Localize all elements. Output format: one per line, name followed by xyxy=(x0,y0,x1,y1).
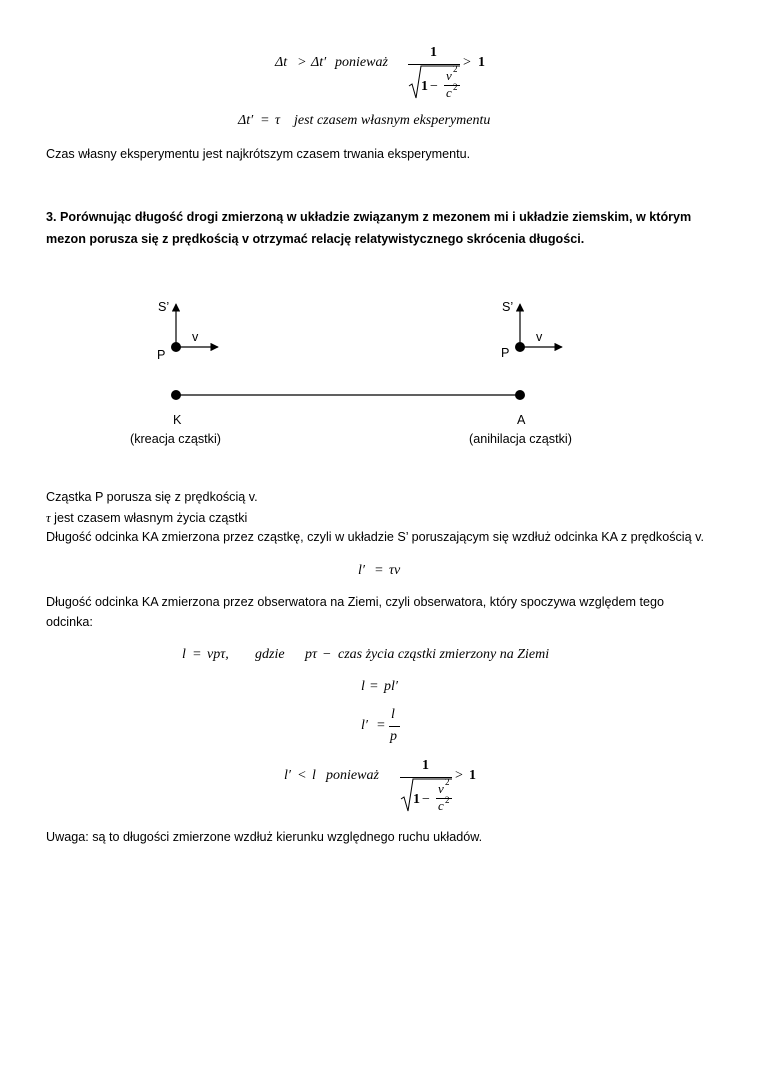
eq7-v-exp: 2 xyxy=(445,777,450,787)
eq2-eq: = xyxy=(261,113,269,128)
eq6-lhs: l′ xyxy=(361,718,368,733)
eq6-num: l xyxy=(391,707,395,722)
eq6-eq: = xyxy=(377,718,385,733)
eq7-rhs: 1 xyxy=(469,768,476,783)
eq4-gdzie: gdzie xyxy=(255,647,285,662)
eq7-numerator: 1 xyxy=(422,758,429,773)
eq2-tau: τ xyxy=(275,113,281,128)
eq7-c: c xyxy=(438,798,444,813)
eq1-v: v xyxy=(446,68,452,83)
eq7-lt: < xyxy=(298,768,306,783)
note-remark: Uwaga: są to długości zmierzone wzdłuż kierunku względnego ruchu układów. xyxy=(46,830,483,844)
right-point-label: P xyxy=(501,346,510,360)
eq7-minus: − xyxy=(422,792,430,807)
point-k-caption: (kreacja cząstki) xyxy=(130,432,221,446)
eq5-eq: = xyxy=(370,679,378,694)
left-point-label: P xyxy=(157,348,166,362)
eq7-one: 1 xyxy=(413,792,420,807)
eq4-eq: = xyxy=(193,647,201,662)
line-proper-life-text: jest czasem własnym życia cząstki xyxy=(54,511,248,525)
eq7-sqrt-sign xyxy=(401,779,452,811)
eq7-lhs-b: l xyxy=(312,768,316,783)
eq4-lhs: l xyxy=(182,647,186,662)
heading-line-1: 3. Porównując długość drogi zmierzoną w układzie związanym z mezonem mi i układzie ziemskim, w którym xyxy=(46,210,692,224)
eq1-gt: > xyxy=(298,55,306,70)
line-length-particle-frame: Długość odcinka KA zmierzona przez cząstkę, czyli w układzie S’ poruszającym się wzdłuż odcinka KA z prędkością v. xyxy=(46,530,704,544)
eq4-minus: − xyxy=(323,647,331,662)
eq1-v-exp: 2 xyxy=(453,64,458,74)
eq5-rhs: pl′ xyxy=(384,679,398,694)
right-axis-label: S’ xyxy=(502,300,514,314)
line-particle-velocity: Cząstka P porusza się z prędkością v. xyxy=(46,490,258,504)
eq7-word: ponieważ xyxy=(326,768,379,783)
eq7-v: v xyxy=(438,781,444,796)
eq3-eq: = xyxy=(375,563,383,578)
eq2-lhs: Δt′ xyxy=(238,113,254,128)
eq2-text: jest czasem własnym eksperymentu xyxy=(294,113,491,128)
point-k-label: K xyxy=(173,413,182,427)
eq4-rhs: vpτ, xyxy=(207,647,229,662)
eq1-rel: > xyxy=(463,55,471,70)
eq7-lhs-a: l′ xyxy=(284,768,291,783)
eq4-ptau: pτ xyxy=(305,647,318,662)
eq1-one: 1 xyxy=(421,79,428,94)
left-axis-label: S’ xyxy=(158,300,170,314)
eq3-lhs: l′ xyxy=(358,563,365,578)
eq1-c: c xyxy=(446,85,452,100)
eq1-c-exp: 2 xyxy=(453,82,458,92)
eq1-rhs: 1 xyxy=(478,55,485,70)
point-a-label: A xyxy=(517,413,526,427)
paragraph-proper-time: Czas własny eksperymentu jest najkrótszym czasem trwania eksperymentu. xyxy=(46,147,471,161)
line-proper-life-tau: τ xyxy=(46,510,51,525)
eq1-word: ponieważ xyxy=(335,55,388,70)
left-velocity-label: v xyxy=(192,330,199,344)
eq4-text: czas życia cząstki zmierzony na Ziemi xyxy=(338,647,550,662)
paragraph-earth-line-2: odcinka: xyxy=(46,615,93,629)
eq6-den: p xyxy=(390,729,397,744)
eq7-c-exp: 2 xyxy=(445,795,450,805)
eq3-rhs: τv xyxy=(389,563,401,578)
point-a-caption: (anihilacja cząstki) xyxy=(469,432,572,446)
right-velocity-label: v xyxy=(536,330,543,344)
eq1-sqrt-sign xyxy=(409,66,460,98)
heading-line-2: mezon porusza się z prędkością v otrzymać relację relatywistycznego skrócenia długości. xyxy=(46,232,585,246)
eq5-lhs: l xyxy=(361,679,365,694)
paragraph-earth-line-1: Długość odcinka KA zmierzona przez obserwatora na Ziemi, czyli obserwatora, który spoczywa względem tego xyxy=(46,595,665,609)
eq1-lhs-a: Δt xyxy=(275,55,288,70)
eq1-numerator: 1 xyxy=(430,45,437,60)
eq1-minus: − xyxy=(430,79,438,94)
eq1-lhs-b: Δt′ xyxy=(311,55,327,70)
eq7-rel: > xyxy=(455,768,463,783)
